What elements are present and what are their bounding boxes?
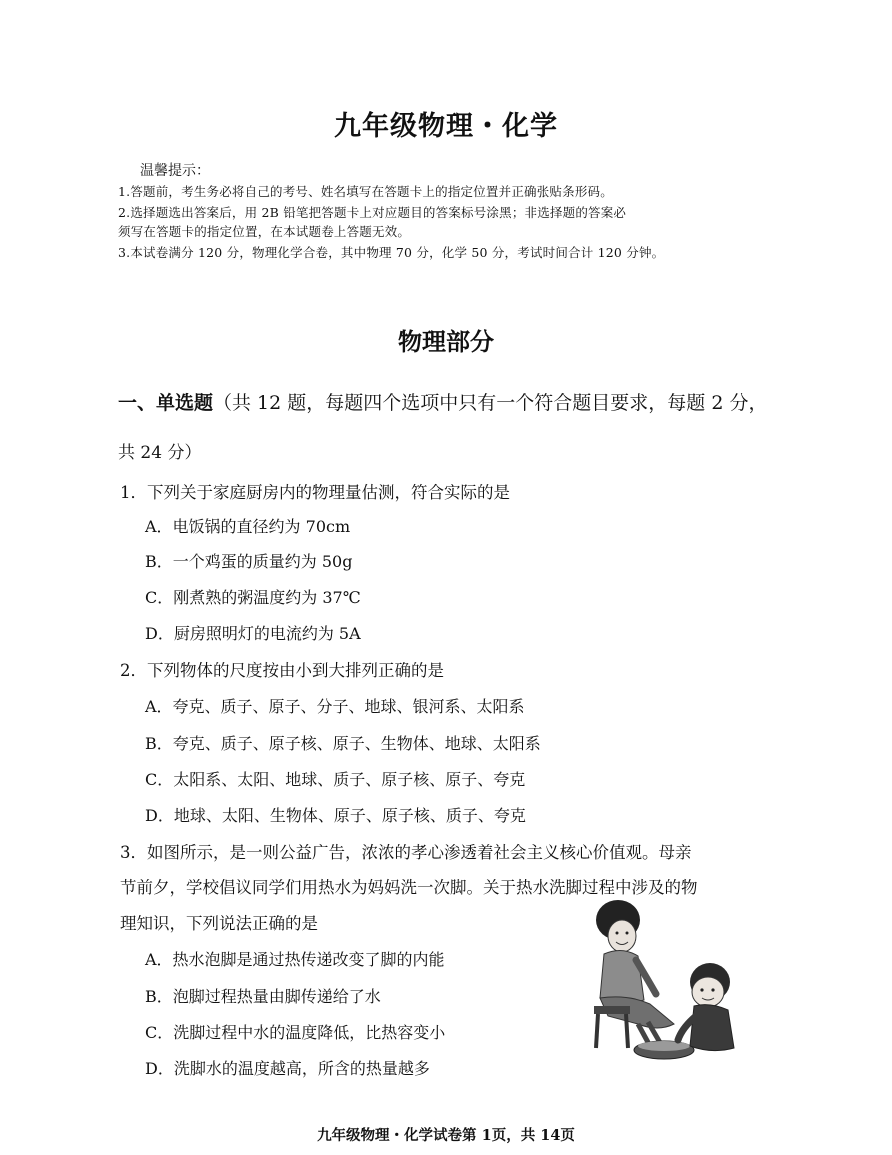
- question-option: A．夸克、质子、原子、分子、地球、银河系、太阳系: [145, 697, 525, 716]
- notice-line: 2.选择题选出答案后，用 2B 铅笔把答题卡上对应题目的答案标号涂黑；非选择题的答案必: [118, 205, 627, 220]
- question-stem: 理知识，下列说法正确的是: [120, 914, 318, 933]
- notice-line: 须写在答题卡的指定位置，在本试题卷上答题无效。: [118, 224, 411, 239]
- part-heading-desc: （共 12 题，每题四个选项中只有一个符合题目要求，每题 2 分，: [213, 392, 768, 414]
- foot-washing-illustration: [578, 898, 758, 1066]
- question-option: A．热水泡脚是通过热传递改变了脚的内能: [145, 950, 445, 969]
- question-stem: 2．下列物体的尺度按由小到大排列正确的是: [120, 661, 444, 680]
- question-option: D．地球、太阳、生物体、原子、原子核、质子、夸克: [145, 806, 526, 825]
- child-body: [690, 1005, 734, 1051]
- question-option: D．厨房照明灯的电流约为 5A: [145, 624, 361, 643]
- question-stem: 3．如图所示，是一则公益广告，浓浓的孝心渗透着社会主义核心价值观。母亲: [120, 843, 692, 862]
- question-option: D．洗脚水的温度越高，所含的热量越多: [145, 1059, 430, 1078]
- question-option: C．太阳系、太阳、地球、质子、原子核、原子、夸克: [145, 770, 526, 789]
- page-footer: 九年级物理・化学试卷第 1页，共 14页: [317, 1127, 575, 1144]
- child-face: [692, 977, 724, 1007]
- question-option: B．一个鸡蛋的质量约为 50g: [145, 552, 353, 571]
- notice-heading: 温馨提示：: [140, 163, 210, 179]
- question-stem: 1．下列关于家庭厨房内的物理量估测，符合实际的是: [120, 483, 510, 502]
- question-option: B．夸克、质子、原子核、原子、生物体、地球、太阳系: [145, 734, 541, 753]
- notice-line: 1.答题前，考生务必将自己的考号、姓名填写在答题卡上的指定位置并正确张贴条形码。: [118, 184, 613, 199]
- stool: [594, 1006, 630, 1014]
- part-heading: [118, 388, 767, 415]
- part-heading-label: 一、单选题: [118, 392, 214, 414]
- question-option: C．洗脚过程中水的温度降低，比热容变小: [145, 1023, 446, 1042]
- page-title: 九年级物理・化学: [334, 111, 558, 142]
- question-option: C．刚煮熟的粥温度约为 37℃: [145, 588, 361, 607]
- section-title: 物理部分: [398, 328, 494, 356]
- part-heading-desc-cont: 共 24 分）: [118, 443, 202, 463]
- question-option: A．电饭锅的直径约为 70cm: [145, 517, 351, 536]
- question-option: B．泡脚过程热量由脚传递给了水: [145, 987, 381, 1006]
- mother-face: [608, 920, 636, 952]
- notice-line: 3.本试卷满分 120 分，物理化学合卷，其中物理 70 分，化学 50 分，考试时间合计 120 分钟。: [118, 245, 665, 260]
- question-stem: 节前夕，学校倡议同学们用热水为妈妈洗一次脚。关于热水洗脚过程中涉及的物: [120, 878, 698, 897]
